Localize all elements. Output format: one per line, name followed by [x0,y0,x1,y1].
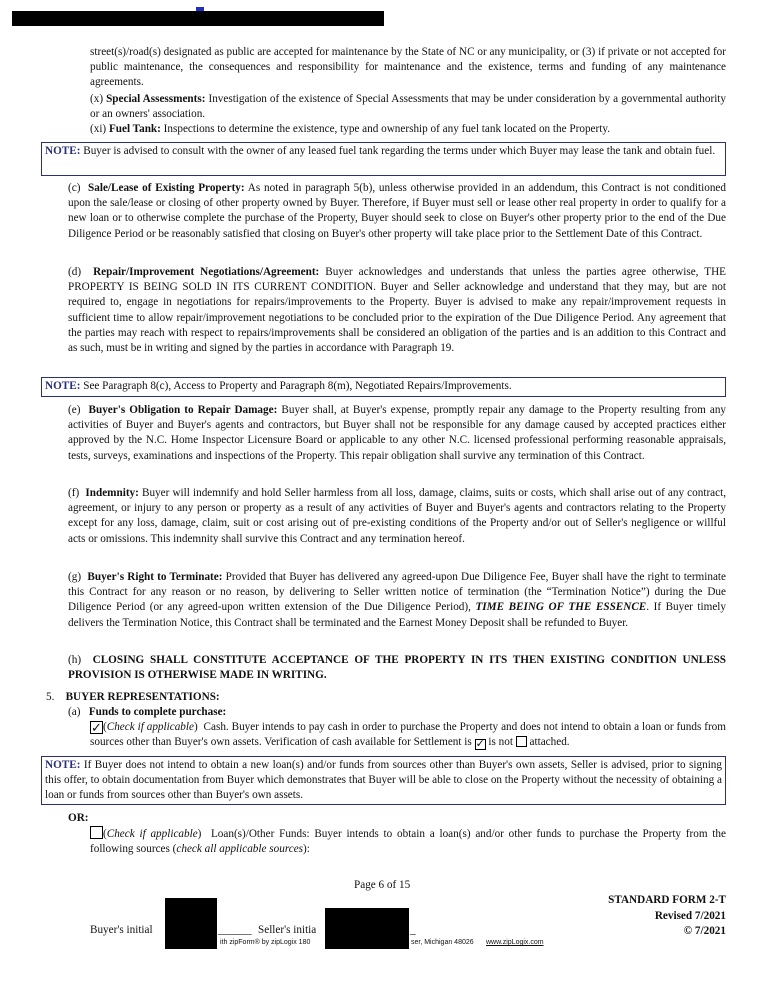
loan-hint: check all applicable sources [176,843,304,856]
clause-text: Provided that Buyer has delivered any agreed-upon Due Diligence Fee, Buyer shall have the right to terminate this Contract for any reason or no reason, by delivering to Seller written notice of termination (the “Termination Notice”) during the Due Diligence Period (or any agreed-upon written extension of the Due Diligence Period), [68,571,727,614]
note-access-property [41,377,726,397]
loan-text-end: ): [303,843,310,856]
clause-title: Sale/Lease of Existing Property: [88,182,245,194]
note-label: NOTE: [45,380,81,392]
buyer-initial-redaction [165,898,217,949]
buyer-initial-label: Buyer's initial [90,924,153,936]
clause-f [68,486,726,547]
seller-initial-redaction [325,908,409,949]
cash-option: ✓(Check if applicable) Cash. Buyer intends to pay cash in order to purchase the Property and does not intend to obtain a loan or funds from sources other than Buyer's own assets. Verification of cash available for Settlement is ✓ is not attached. [90,720,726,751]
form-copyright: © 7/2021 [683,925,726,937]
item-title: Fuel Tank: [108,123,161,135]
section-title: BUYER REPRESENTATIONS: [65,691,220,703]
loan-checkbox[interactable] [90,826,103,839]
clause-c [68,181,726,242]
clause-label: (f) [68,487,80,499]
clause-label: (h) [68,654,82,666]
verification-is-checkbox[interactable]: ✓ [475,738,485,751]
zipform-credit: ith zipForm® by zipLogix 180 [220,939,311,946]
item-xi [90,122,726,137]
verification-attached-checkbox[interactable] [516,736,527,747]
check-hint: Check if applicable [106,721,194,733]
clause-h [68,653,726,683]
loan-text: Loan(s)/Other Funds: Buyer intends to obtain a loan(s) and/or other funds to purchase the Property from the following sources ( [90,828,726,856]
note-label: NOTE: [45,759,81,771]
item-x [90,92,726,122]
not-label: not [498,736,513,749]
form-name: STANDARD FORM 2-T [608,894,726,906]
page-number: Page 6 of 15 [354,879,411,891]
section-number: 5. [46,691,55,703]
subsection-a [68,705,726,720]
or-label: OR: [68,812,89,824]
clause-title: Indemnity: [85,487,139,499]
or-line [68,811,726,826]
zipform-address: ser, Michigan 48026 [411,939,474,946]
clause-e [68,403,726,464]
check-hint: Check if applicable [106,828,198,840]
seller-initial-label: Seller's initia [258,924,317,936]
attached-label: attached. [529,736,570,749]
subsection-label: (a) [68,706,81,718]
note-text: Buyer is advised to consult with the owner of any leased fuel tank regarding the terms under which Buyer may lease the tank and obtain fuel. [83,145,716,157]
zipform-link[interactable]: www.zipLogix.com [486,939,544,946]
note-text: If Buyer does not intend to obtain a new loan(s) and/or funds from sources other than Buyer's own assets, Seller is advised, prior to signing this offer, to obtain documentation from Buyer which demonstrates that Buyer will be able to close on the Property without the necessity of obtaining a loan or funds from sources other than Buyer's own assets. [45,759,722,802]
cash-checkbox[interactable]: ✓ [91,720,102,735]
item-text: Investigation of the existence of Special Assessments that may be under consideration by a governmental authority or an owners' association. [90,93,727,121]
clause-title: Buyer's Right to Terminate: [87,571,223,583]
item-text: Inspections to determine the existence, type and ownership of any fuel tank located on the Property. [163,123,610,135]
redaction-accent [196,7,204,11]
note-fuel-tank [41,142,726,176]
clause-g [68,570,726,631]
clause-text: Buyer acknowledges and understands that unless the parties agree otherwise, THE PROPERTY IS BEING SOLD IN ITS CURRENT CONDITION. Buyer and Seller acknowledge and understand that they may, but are not required to, engage in negotiations for repairs/improvements to the Property. Buyer is advised to make any repair/improvement requests in sufficient time to allow repair/improvement negotiations to be concluded prior to the expiration of the Due Diligence Period. Any agreement that the parties may reach with respect to repairs/improvements shall be considered an obligation of the parties and is an addition to this Contract and as such, must be in writing and signed by the parties in accordance with Paragraph 19. [68,266,727,355]
item-label: (x) [90,93,104,105]
loan-option: (Check if applicable) Loan(s)/Other Funds: Buyer intends to obtain a loan(s) and/or other funds to purchase the Property from the following sources (check all applicable sources): [90,828,726,856]
seller-initial-line[interactable]: _ [410,924,416,936]
clause-label: (g) [68,571,82,583]
clause-label: (c) [68,182,81,194]
clause-title: Buyer's Obligation to Repair Damage: [88,404,278,416]
clause-text: Buyer will indemnify and hold Seller harmless from all loss, damage, claims, suits or costs, which shall arise out of any contract, agreement, or injury to any person or property as a result of any activities of Buyer and Buyer's agents and contractors relating to the Property except for any loss, damage, claim, suit or cost arising out of pre-existing conditions of the Property and/or out of Seller's negligence or willful acts or omissions. This indemnity shall survive this Contract and any termination hereof. [68,487,727,545]
clause-label: (e) [68,404,81,416]
note-label: NOTE: [45,145,81,157]
item-label: (xi) [90,123,107,135]
clause-text: Buyer shall, at Buyer's expense, promptly repair any damage to the Property resulting from any activities of Buyer and Buyer's agents and contractors, but Buyer shall not be responsible for any damage caused by accepted practices either approved by the N.C. Home Inspector Licensure Board or applicable to any other N.C. licensed professional performing reasonable appraisals, tests, surveys, examinations and inspections of the Property. This repair obligation shall survive any termination of this Contract. [68,404,727,462]
redaction-bar [12,11,384,26]
clause-title: CLOSING SHALL CONSTITUTE ACCEPTANCE OF THE PROPERTY IN ITS THEN EXISTING CONDITION UNLESS PROVISION IS OTHERWISE MADE IN WRITING. [68,654,727,682]
paragraph-continuation [90,45,726,91]
is-label: is [488,736,496,749]
clause-text: As noted in paragraph 5(b), unless otherwise provided in an addendum, this Contract is not conditioned upon the sale/lease or closing of other property owned by Buyer. Therefore, if Buyer must sell or lease other real property in order to qualify for a new loan or to otherwise complete the purchase of the Property, Buyer should seek to close on Buyer's other property prior to the end of the Due Diligence Period or be reasonably satisfied that closing on Buyer's other property will take place prior to the Settlement Date of this Contract. [68,182,726,240]
clause-label: (d) [68,266,82,278]
clause-emphasis: TIME BEING OF THE ESSENCE [475,601,647,614]
item-title: Special Assessments: [106,93,206,105]
clause-text-end: . If Buyer timely delivers the Termination Notice, this Contract shall be terminated and the Earnest Money Deposit shall be refunded to Buyer. [68,601,727,629]
clause-d [68,265,726,356]
note-text: See Paragraph 8(c), Access to Property and Paragraph 8(m), Negotiated Repairs/Improvements. [83,380,512,392]
paragraph-text: street(s)/road(s) designated as public are accepted for maintenance by the State of NC or any municipality, or (3) if private or not accepted for public maintenance, the consequences and responsibility for maintenance and the existence, terms and funding of any maintenance agreements. [90,46,726,89]
cash-text: Cash. Buyer intends to pay cash in order to purchase the Property and does not intend to obtain a loan or funds from sources other than Buyer's own assets. Verification of cash available for Settlement is [90,721,726,749]
note-cash-documentation [41,756,726,805]
section-5-heading [46,690,726,705]
buyer-initial-line[interactable]: ______ [218,924,252,936]
subsection-title: Funds to complete purchase: [88,706,227,718]
form-revised: Revised 7/2021 [654,910,726,922]
clause-title: Repair/Improvement Negotiations/Agreement: [93,266,320,278]
